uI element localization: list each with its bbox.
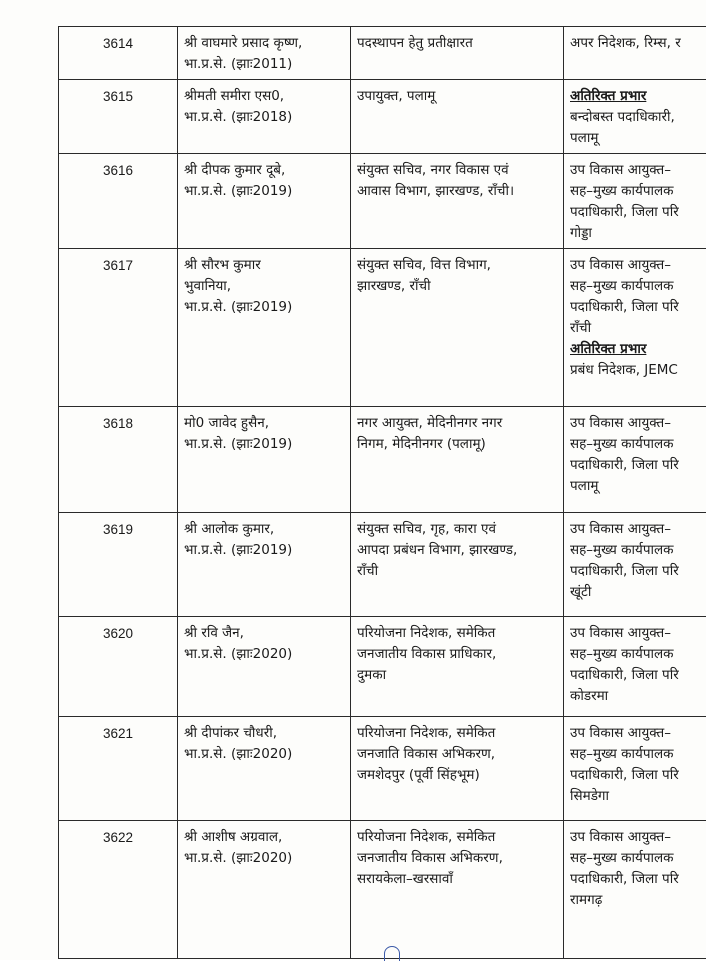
new-posting-line: राँची <box>570 318 706 339</box>
serial-number-cell: 3615 <box>59 80 178 154</box>
new-posting-line: पदाधिकारी, जिला परि <box>570 869 706 890</box>
additional-charge-heading: अतिरिक्त प्रभार <box>570 86 706 107</box>
current-post-line: परियोजना निदेशक, समेकित <box>357 827 557 848</box>
new-posting-cell <box>564 249 706 407</box>
new-posting-line: उप विकास आयुक्त– <box>570 623 706 644</box>
officer-name-line: मो0 जावेद हुसैन, <box>184 413 344 434</box>
new-posting-line: प्रबंध निदेशक, JEMC <box>570 360 706 381</box>
new-posting-line: कोडरमा <box>570 686 706 707</box>
current-post-line: परियोजना निदेशक, समेकित <box>357 623 557 644</box>
new-posting-cell <box>564 717 706 821</box>
new-posting-line: सिमडेगा <box>570 786 706 807</box>
table-row <box>59 513 706 617</box>
officer-name-line: भा.प्र.से. (झाः2019) <box>184 297 344 318</box>
table-row <box>59 80 706 154</box>
new-posting-line: अपर निदेशक, रिम्स, र <box>570 33 706 54</box>
transfer-table-body <box>59 27 706 959</box>
serial-number-cell: 3614 <box>59 27 178 80</box>
officer-name-line: भा.प्र.से. (झाः2019) <box>184 434 344 455</box>
additional-charge-heading: अतिरिक्त प्रभार <box>570 339 706 360</box>
new-posting-line: सह–मुख्य कार्यपालक <box>570 181 706 202</box>
officer-name-line: श्री आशीष अग्रवाल, <box>184 827 344 848</box>
officer-name-line: श्री वाघमारे प्रसाद कृष्ण, <box>184 33 344 54</box>
officer-name-cell <box>178 407 351 513</box>
officer-name-cell <box>178 717 351 821</box>
new-posting-line: पदाधिकारी, जिला परि <box>570 202 706 223</box>
officer-name-cell <box>178 821 351 959</box>
officer-name-cell <box>178 80 351 154</box>
new-posting-line: बन्दोबस्त पदाधिकारी, <box>570 107 706 128</box>
officer-name-line: भा.प्र.से. (झाः2020) <box>184 848 344 869</box>
new-posting-line: सह–मुख्य कार्यपालक <box>570 540 706 561</box>
current-post-cell <box>351 717 564 821</box>
current-post-line: सरायकेला–खरसावाँ <box>357 869 557 890</box>
new-posting-line: गोड्डा <box>570 223 706 244</box>
current-post-line: दुमका <box>357 665 557 686</box>
new-posting-line: उप विकास आयुक्त– <box>570 723 706 744</box>
new-posting-cell <box>564 513 706 617</box>
officer-name-line: भुवानिया, <box>184 276 344 297</box>
new-posting-line: सह–मुख्य कार्यपालक <box>570 276 706 297</box>
current-post-line: नगर आयुक्त, मेदिनीनगर नगर <box>357 413 557 434</box>
officer-name-line: भा.प्र.से. (झाः2020) <box>184 644 344 665</box>
officer-name-line: श्री दीपांकर चौधरी, <box>184 723 344 744</box>
new-posting-cell <box>564 617 706 717</box>
current-post-cell <box>351 407 564 513</box>
serial-number-cell: 3622 <box>59 821 178 959</box>
serial-number-cell: 3619 <box>59 513 178 617</box>
table-row <box>59 27 706 80</box>
current-post-line: जनजाति विकास अभिकरण, <box>357 744 557 765</box>
new-posting-line: सह–मुख्य कार्यपालक <box>570 434 706 455</box>
new-posting-cell <box>564 27 706 80</box>
new-posting-line: पदाधिकारी, जिला परि <box>570 765 706 786</box>
officer-name-cell <box>178 513 351 617</box>
officer-name-line: भा.प्र.से. (झाः2011) <box>184 54 344 75</box>
officer-name-line: श्री दीपक कुमार दूबे, <box>184 160 344 181</box>
new-posting-line: पदाधिकारी, जिला परि <box>570 297 706 318</box>
new-posting-line: खूंटी <box>570 582 706 603</box>
officer-name-line: भा.प्र.से. (झाः2020) <box>184 744 344 765</box>
new-posting-line: पलामू <box>570 476 706 497</box>
current-post-cell <box>351 80 564 154</box>
new-posting-line: सह–मुख्य कार्यपालक <box>570 744 706 765</box>
new-posting-line: रामगढ़ <box>570 890 706 911</box>
new-posting-line: उप विकास आयुक्त– <box>570 519 706 540</box>
new-posting-cell <box>564 407 706 513</box>
new-posting-line: उप विकास आयुक्त– <box>570 160 706 181</box>
officer-name-cell <box>178 617 351 717</box>
current-post-line: पदस्थापन हेतु प्रतीक्षारत <box>357 33 557 54</box>
serial-number-cell: 3621 <box>59 717 178 821</box>
table-row <box>59 249 706 407</box>
new-posting-line: सह–मुख्य कार्यपालक <box>570 644 706 665</box>
new-posting-cell <box>564 821 706 959</box>
officer-name-line: श्री सौरभ कुमार <box>184 255 344 276</box>
current-post-line: संयुक्त सचिव, गृह, कारा एवं <box>357 519 557 540</box>
new-posting-line: पलामू <box>570 128 706 149</box>
officer-name-line: भा.प्र.से. (झाः2019) <box>184 181 344 202</box>
current-post-line: जनजातीय विकास अभिकरण, <box>357 848 557 869</box>
officer-name-line: श्री आलोक कुमार, <box>184 519 344 540</box>
current-post-line: परियोजना निदेशक, समेकित <box>357 723 557 744</box>
current-post-line: संयुक्त सचिव, वित्त विभाग, <box>357 255 557 276</box>
new-posting-line: पदाधिकारी, जिला परि <box>570 665 706 686</box>
table-row <box>59 154 706 249</box>
current-post-line: संयुक्त सचिव, नगर विकास एवं <box>357 160 557 181</box>
serial-number-cell: 3617 <box>59 249 178 407</box>
new-posting-cell <box>564 154 706 249</box>
officer-name-line: श्री रवि जैन, <box>184 623 344 644</box>
current-post-line: राँची <box>357 561 557 582</box>
pen-mark <box>384 946 400 961</box>
new-posting-line: सह–मुख्य कार्यपालक <box>570 848 706 869</box>
new-posting-line: उप विकास आयुक्त– <box>570 413 706 434</box>
officer-name-line: भा.प्र.से. (झाः2019) <box>184 540 344 561</box>
current-post-cell <box>351 821 564 959</box>
new-posting-line: पदाधिकारी, जिला परि <box>570 455 706 476</box>
current-post-cell <box>351 513 564 617</box>
current-post-cell <box>351 617 564 717</box>
serial-number-cell: 3620 <box>59 617 178 717</box>
transfer-table <box>58 26 706 959</box>
current-post-cell <box>351 249 564 407</box>
officer-name-cell <box>178 154 351 249</box>
new-posting-line: उप विकास आयुक्त– <box>570 827 706 848</box>
officer-name-line: श्रीमती समीरा एस0, <box>184 86 344 107</box>
current-post-line: झारखण्ड, राँची <box>357 276 557 297</box>
serial-number-cell: 3618 <box>59 407 178 513</box>
current-post-line: उपायुक्त, पलामू <box>357 86 557 107</box>
new-posting-cell <box>564 80 706 154</box>
serial-number-cell: 3616 <box>59 154 178 249</box>
table-row <box>59 717 706 821</box>
current-post-cell <box>351 27 564 80</box>
table-row <box>59 617 706 717</box>
current-post-line: निगम, मेदिनीनगर (पलामू) <box>357 434 557 455</box>
table-row <box>59 821 706 959</box>
current-post-line: जमशेदपुर (पूर्वी सिंहभूम) <box>357 765 557 786</box>
current-post-line: आपदा प्रबंधन विभाग, झारखण्ड, <box>357 540 557 561</box>
officer-name-cell <box>178 249 351 407</box>
new-posting-line: उप विकास आयुक्त– <box>570 255 706 276</box>
table-row <box>59 407 706 513</box>
current-post-line: जनजातीय विकास प्राधिकार, <box>357 644 557 665</box>
officer-name-line: भा.प्र.से. (झाः2018) <box>184 107 344 128</box>
current-post-cell <box>351 154 564 249</box>
new-posting-line: पदाधिकारी, जिला परि <box>570 561 706 582</box>
current-post-line: आवास विभाग, झारखण्ड, राँची। <box>357 181 557 202</box>
officer-name-cell <box>178 27 351 80</box>
